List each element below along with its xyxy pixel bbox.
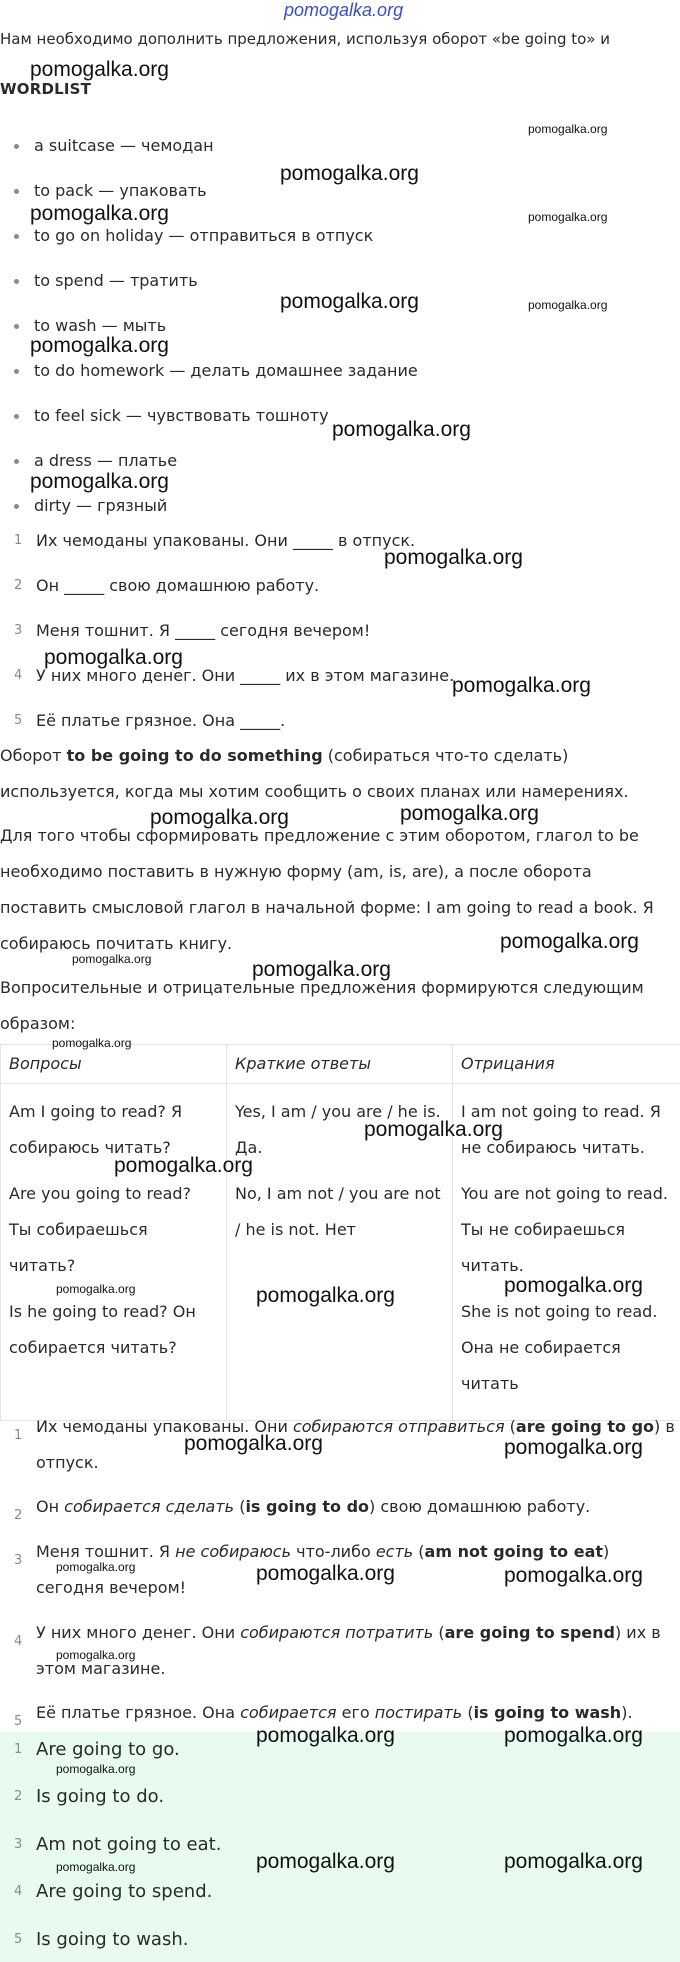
watermark: pomogalka.org xyxy=(504,1850,643,1873)
watermark: pomogalka.org xyxy=(114,1154,253,1177)
watermark: pomogalka.org xyxy=(30,58,169,81)
table-row xyxy=(1,1084,680,1421)
questions-cell: Am I going to read? Я собираюсь читать? Are you going to read? Ты собираешься читать? Is he going to read? Он собирается читать? xyxy=(1,1084,227,1421)
watermark: pomogalka.org xyxy=(44,646,183,669)
watermark: pomogalka.org xyxy=(256,1562,395,1585)
answer-item: 2 Он собирается сделать (is going to do) свою домашнюю работу. xyxy=(14,1497,591,1523)
watermark: pomogalka.org xyxy=(384,546,523,569)
watermark: pomogalka.org xyxy=(256,1284,395,1307)
watermark: pomogalka.org xyxy=(528,210,608,224)
negations-cell: I am not going to read. Я не собираюсь читать. You are not going to read. Ты не собираешься читать. She is not going to read. Она не собирается читать xyxy=(453,1084,680,1421)
short-answers-cell: Yes, I am / you are / he is. Да. No, I am not / you are not / he is not. Нет xyxy=(227,1084,453,1421)
bullet-icon xyxy=(14,189,19,194)
intro-text: Нам необходимо дополнить предложения, используя оборот «be going to» и xyxy=(0,30,610,48)
watermark: pomogalka.org xyxy=(280,290,419,313)
bullet-icon xyxy=(14,369,19,374)
watermark: pomogalka.org xyxy=(56,1560,136,1574)
bullet-icon xyxy=(14,504,19,509)
watermark: pomogalka.org xyxy=(56,1282,136,1296)
theory-paragraph-2: Для того чтобы сформировать предложение с этим оборотом, глагол to be необходимо поставить в нужную форму (am, is, are), а после оборота поставить смысловой глагол в начальной форме: I am going to read a book. Я собираюсь почитать книгу. xyxy=(0,826,654,953)
watermark: pomogalka.org xyxy=(56,1762,136,1776)
watermark: pomogalka.org xyxy=(184,1432,323,1455)
watermark: pomogalka.org xyxy=(256,1850,395,1873)
forms-table xyxy=(0,1044,680,1421)
bullet-icon xyxy=(14,324,19,329)
watermark: pomogalka.org xyxy=(56,1648,136,1662)
column-header: Вопросы xyxy=(1,1045,227,1084)
theory-paragraph-1: Оборот to be going to do something (собираться что-то сделать) используется, когда мы хотим сообщить о своих планах или намерениях. xyxy=(0,746,629,801)
watermark: pomogalka.org xyxy=(280,162,419,185)
bullet-icon xyxy=(14,234,19,239)
bullet-icon xyxy=(14,279,19,284)
watermark: pomogalka.org xyxy=(72,952,152,966)
bullet-icon xyxy=(14,144,19,149)
watermark: pomogalka.org xyxy=(150,806,289,829)
watermark: pomogalka.org xyxy=(30,334,169,357)
watermark: pomogalka.org xyxy=(332,418,471,441)
answer-item: 3 Меня тошнит. Я не собираюсь что-либо есть (am not going to eat) сегодня вечером! xyxy=(14,1542,610,1597)
column-header: Краткие ответы xyxy=(227,1045,453,1084)
watermark: pomogalka.org xyxy=(452,674,591,697)
watermark: pomogalka.org xyxy=(252,958,391,981)
watermark: pomogalka.org xyxy=(500,930,639,953)
watermark: pomogalka.org xyxy=(56,1860,136,1874)
watermark: pomogalka.org xyxy=(256,1724,395,1747)
watermark: pomogalka.org xyxy=(364,1118,503,1141)
answer-item: 5 Её платье грязное. Она собирается его постирать (is going to wash). xyxy=(14,1703,633,1729)
wordlist-heading: WORDLIST xyxy=(0,80,92,98)
watermark: pomogalka.org xyxy=(30,202,169,225)
watermark: pomogalka.org xyxy=(504,1564,643,1587)
theory-paragraph-3: Вопросительные и отрицательные предложения формируются следующим образом: xyxy=(0,978,644,1033)
header-watermark: pomogalka.org xyxy=(284,0,404,20)
watermark: pomogalka.org xyxy=(52,1036,132,1050)
watermark: pomogalka.org xyxy=(400,802,539,825)
column-header: Отрицания xyxy=(453,1045,680,1084)
watermark: pomogalka.org xyxy=(504,1724,643,1747)
answer-item: 4 У них много денег. Они собираются потратить (are going to spend) их в этом магазине. xyxy=(14,1623,661,1678)
watermark: pomogalka.org xyxy=(504,1436,643,1459)
table-header-row xyxy=(1,1045,680,1084)
bullet-icon xyxy=(14,414,19,419)
watermark: pomogalka.org xyxy=(528,298,608,312)
watermark: pomogalka.org xyxy=(504,1274,643,1297)
watermark: pomogalka.org xyxy=(528,122,608,136)
answer-item: 1 Их чемоданы упакованы. Они собираются отправиться (are going to go) в отпуск. xyxy=(14,1417,675,1472)
bullet-icon xyxy=(14,459,19,464)
watermark: pomogalka.org xyxy=(30,470,169,493)
